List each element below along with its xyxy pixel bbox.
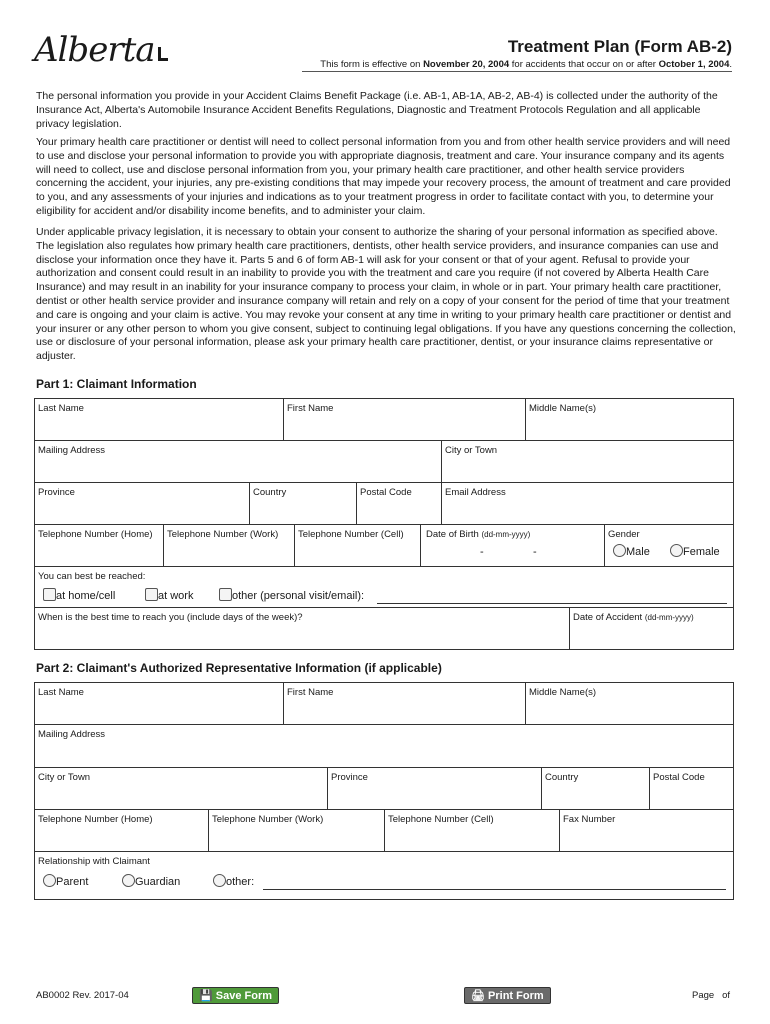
- rep-province-field[interactable]: Province: [328, 768, 542, 810]
- accident-date-field[interactable]: Date of Accident (dd-mm-yyyy): [570, 608, 733, 649]
- print-form-button[interactable]: 🖨 Print Form: [464, 987, 551, 1004]
- claimant-city-field[interactable]: City or Town: [442, 441, 733, 483]
- reach-home-checkbox[interactable]: [43, 588, 56, 601]
- print-icon: 🖨: [471, 990, 485, 1002]
- rep-country-field[interactable]: Country: [542, 768, 650, 810]
- part1-title: Part 1: Claimant Information: [36, 377, 197, 391]
- save-form-button[interactable]: 💾 Save Form: [192, 987, 279, 1004]
- gender-female-option[interactable]: Female: [670, 544, 720, 558]
- accident-cutoff-date: October 1, 2004: [658, 59, 730, 70]
- claimant-gender-group: Gender Male Female: [605, 525, 733, 567]
- relationship-group: Relationship with Claimant Parent Guardian other:: [35, 852, 733, 899]
- rep-tel-home-field[interactable]: Telephone Number (Home): [35, 810, 209, 852]
- claimant-dob-field[interactable]: Date of Birth (dd-mm-yyyy) - -: [421, 525, 605, 567]
- gender-male-radio[interactable]: [613, 544, 626, 557]
- claimant-middle-name-field[interactable]: Middle Name(s): [526, 399, 733, 441]
- privacy-paragraph-3: Under applicable privacy legislation, it is necessary to obtain your consent to authorize the sharing of your personal information as specified above. The legislation also regulates how primary health care practitioners, dentists, other health service providers, and insurance companies can use and disclose your information once they have it. Parts 5 and 6 of form AB-1 will ask for your consent or that of your agent. Refusal to provide your authorization and consent could result in an inability to provide you with the treatment and care you require (if not covered by Alberta Health Care Insurance) and may result in an inability for your insurance company to process your claim, in whole or in part. Your primary health care practitioner, dentist or other health service provider and insurance company will retain and rely on a copy of your consent for the period of time that your treatment and care is ongoing and your claim is active. You may revoke your consent at any time in writing to your primary health care practitioner or dentist and your insurer or any other person to whom you give consent, subject to continuing legal obligations. If you have any questions concerning the collection, use or disclosure of your personal information, please ask your primary health care practitioner, dentist, or your insurance claims representative or adjuster.: [36, 226, 736, 363]
- claimant-email-field[interactable]: Email Address: [442, 483, 733, 525]
- dob-separator-1: -: [480, 546, 484, 558]
- save-icon: 💾: [199, 990, 213, 1002]
- relationship-parent-radio[interactable]: [43, 874, 56, 887]
- rep-tel-cell-field[interactable]: Telephone Number (Cell): [385, 810, 560, 852]
- relationship-parent-option[interactable]: Parent: [43, 874, 88, 888]
- reach-other-option[interactable]: other (personal visit/email):: [219, 588, 364, 602]
- reach-home-option[interactable]: at home/cell: [43, 588, 115, 602]
- rep-last-name-field[interactable]: Last Name: [35, 683, 284, 725]
- privacy-paragraph-2: Your primary health care practitioner or dentist will need to collect personal information from you and from other health service providers and will need to use and disclose your personal information to provide you with appropriate diagnosis, treatment and care. Your insurance company and its agents will need to collect, use and disclose personal information from you, your primary health care practitioner, and other health service providers concerning the accident, your injuries, any pre-existing conditions that may impede your recovery process, the amount of treatment and care provided to you, and any assessments of your injuries and indications as to your treatment progress in order to facilitate contact with you, to determine your eligibility for accident and/or disability income benefits, and to administer your claim.: [36, 136, 731, 217]
- rep-mailing-address-field[interactable]: Mailing Address: [35, 725, 733, 768]
- reach-work-checkbox[interactable]: [145, 588, 158, 601]
- effective-date: November 20, 2004: [423, 59, 510, 70]
- alberta-logo: Alberta: [34, 30, 168, 70]
- relationship-guardian-radio[interactable]: [122, 874, 135, 887]
- effective-statement: This form is effective on November 20, 2004 for accidents that occur on or after October 1, 2004.: [320, 59, 732, 70]
- rep-fax-field[interactable]: Fax Number: [560, 810, 733, 852]
- best-reached-group: You can best be reached: at home/cell at work other (personal visit/email):: [35, 567, 733, 608]
- rep-first-name-field[interactable]: First Name: [284, 683, 526, 725]
- privacy-paragraph-1: The personal information you provide in your Accident Claims Benefit Package (i.e. AB-1, AB-1A, AB-2, AB-4) is collected under the authority of the Insurance Act, Alberta's Automobile Insurance Accident Benefits Regulations, Diagnostic and Treatment Protocols Regulation and all applicable privacy legislation.: [36, 90, 718, 130]
- claimant-last-name-field[interactable]: Last Name: [35, 399, 284, 441]
- reach-other-input-line[interactable]: [377, 603, 727, 604]
- relationship-other-option[interactable]: other:: [213, 874, 254, 888]
- claimant-country-field[interactable]: Country: [250, 483, 357, 525]
- claimant-tel-work-field[interactable]: Telephone Number (Work): [164, 525, 295, 567]
- gender-male-option[interactable]: Male: [613, 544, 650, 558]
- claimant-tel-home-field[interactable]: Telephone Number (Home): [35, 525, 164, 567]
- part2-title: Part 2: Claimant's Authorized Representative Information (if applicable): [36, 661, 442, 675]
- relationship-other-input-line[interactable]: [263, 889, 726, 890]
- dob-separator-2: -: [533, 546, 537, 558]
- relationship-other-radio[interactable]: [213, 874, 226, 887]
- claimant-tel-cell-field[interactable]: Telephone Number (Cell): [295, 525, 421, 567]
- claimant-province-field[interactable]: Province: [35, 483, 250, 525]
- representative-info-form: [34, 682, 734, 900]
- title-divider: [302, 71, 732, 72]
- reach-work-option[interactable]: at work: [145, 588, 193, 602]
- rep-tel-work-field[interactable]: Telephone Number (Work): [209, 810, 385, 852]
- rep-middle-name-field[interactable]: Middle Name(s): [526, 683, 733, 725]
- logo-mark-icon: [158, 47, 168, 61]
- best-time-field[interactable]: When is the best time to reach you (include days of the week)?: [35, 608, 570, 649]
- page-number: Page of: [692, 990, 731, 1001]
- rep-postal-code-field[interactable]: Postal Code: [650, 768, 733, 810]
- reach-other-checkbox[interactable]: [219, 588, 232, 601]
- rep-city-field[interactable]: City or Town: [35, 768, 328, 810]
- claimant-first-name-field[interactable]: First Name: [284, 399, 526, 441]
- claimant-postal-code-field[interactable]: Postal Code: [357, 483, 442, 525]
- claimant-mailing-address-field[interactable]: Mailing Address: [35, 441, 442, 483]
- gender-female-radio[interactable]: [670, 544, 683, 557]
- form-code: AB0002 Rev. 2017-04: [36, 990, 129, 1001]
- relationship-guardian-option[interactable]: Guardian: [122, 874, 180, 888]
- form-title: Treatment Plan (Form AB-2): [507, 37, 732, 56]
- claimant-info-form: [34, 398, 734, 650]
